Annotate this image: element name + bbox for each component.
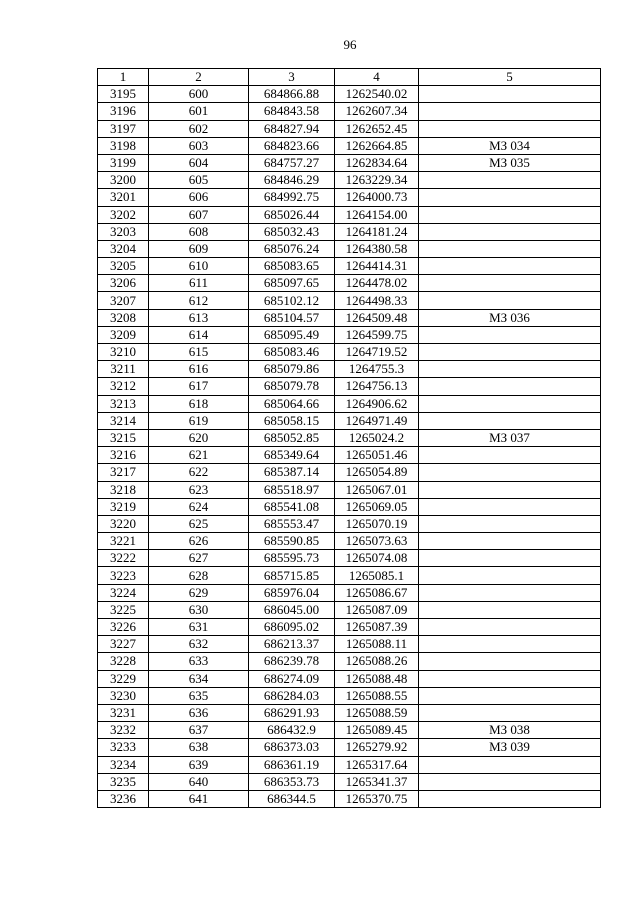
table-cell: 686344.5 [249,790,335,807]
table-cell [419,584,601,601]
table-cell: МЗ 036 [419,309,601,326]
table-row [98,189,601,206]
table-row [98,756,601,773]
table-cell [419,481,601,498]
table-cell [419,498,601,515]
table-cell [419,773,601,790]
table-cell: 3206 [98,275,149,292]
table-cell: 3225 [98,601,149,618]
table-cell [419,567,601,584]
table-cell [419,120,601,137]
table-cell: 1265088.55 [335,687,419,704]
table-cell [419,172,601,189]
table-cell: 603 [149,137,249,154]
table-cell: 637 [149,722,249,739]
table-cell: 3222 [98,550,149,567]
table-cell: 685076.24 [249,240,335,257]
table-cell [419,601,601,618]
table-row [98,326,601,343]
table-cell: МЗ 037 [419,429,601,446]
table-cell: 1265088.59 [335,704,419,721]
table-cell [419,395,601,412]
table-cell: 3227 [98,636,149,653]
table-cell: 685083.65 [249,258,335,275]
table-cell [419,670,601,687]
table-cell: 685590.85 [249,533,335,550]
table-cell: 630 [149,601,249,618]
table-cell: 685541.08 [249,498,335,515]
table-cell: 3214 [98,412,149,429]
table-cell: 684757.27 [249,154,335,171]
table-row [98,275,601,292]
table-cell: 685064.66 [249,395,335,412]
table-cell: 685976.04 [249,584,335,601]
table-cell: 1264719.52 [335,344,419,361]
table-cell: 3216 [98,447,149,464]
table-row [98,550,601,567]
table-cell: 620 [149,429,249,446]
table-cell: 686432.9 [249,722,335,739]
table-cell: 625 [149,515,249,532]
table-cell: 1264971.49 [335,412,419,429]
table-row [98,378,601,395]
page-number: 96 [343,37,357,52]
table-row [98,361,601,378]
table-cell: 3199 [98,154,149,171]
table-cell: 685102.12 [249,292,335,309]
table-row [98,498,601,515]
table-cell: 1265073.63 [335,533,419,550]
table-row [98,533,601,550]
table-cell: 1264478.02 [335,275,419,292]
table-cell: 3218 [98,481,149,498]
table-cell: 3208 [98,309,149,326]
table-cell [419,292,601,309]
table-cell: 1265087.39 [335,619,419,636]
table-body [98,86,601,808]
table-cell [419,189,601,206]
table-cell: 1265341.37 [335,773,419,790]
table-cell: МЗ 034 [419,137,601,154]
table-row [98,86,601,103]
table-cell: 636 [149,704,249,721]
table-cell: 601 [149,103,249,120]
table-cell: 684846.29 [249,172,335,189]
table-cell: 3213 [98,395,149,412]
table-cell: 3202 [98,206,149,223]
table-cell: 3212 [98,378,149,395]
table-cell: 1264599.75 [335,326,419,343]
table-cell: МЗ 035 [419,154,601,171]
table-cell: 3220 [98,515,149,532]
table-cell [419,447,601,464]
table-cell: 3210 [98,344,149,361]
table-cell: 3232 [98,722,149,739]
table-cell: 1264509.48 [335,309,419,326]
table-cell [419,103,601,120]
table-cell [419,756,601,773]
table-cell: 610 [149,258,249,275]
table-cell: 685079.78 [249,378,335,395]
table-cell [419,206,601,223]
table-cell: 618 [149,395,249,412]
table-cell: 602 [149,120,249,137]
table-cell [419,687,601,704]
table-cell [419,344,601,361]
table-cell: 686095.02 [249,619,335,636]
table-cell: 629 [149,584,249,601]
table-cell: 624 [149,498,249,515]
table-cell [419,412,601,429]
table-cell [419,258,601,275]
table-cell [419,378,601,395]
table-cell: 684843.58 [249,103,335,120]
table-cell: 686353.73 [249,773,335,790]
table-cell [419,704,601,721]
table-cell: 1265370.75 [335,790,419,807]
table-cell: 686284.03 [249,687,335,704]
table-cell: 1262834.64 [335,154,419,171]
table-row [98,103,601,120]
table-cell: 685026.44 [249,206,335,223]
column-header: 2 [149,69,249,86]
table-cell: 3205 [98,258,149,275]
table-cell: 686274.09 [249,670,335,687]
table-cell: 685553.47 [249,515,335,532]
table-cell [419,619,601,636]
table-cell: 1265088.48 [335,670,419,687]
table-cell: 685104.57 [249,309,335,326]
table-cell: 3211 [98,361,149,378]
table-cell: 3231 [98,704,149,721]
table-row [98,137,601,154]
table-row [98,447,601,464]
table-cell: 686045.00 [249,601,335,618]
table-row [98,739,601,756]
table-cell: 686291.93 [249,704,335,721]
table-cell: 3197 [98,120,149,137]
table-row [98,223,601,240]
table-cell: 685715.85 [249,567,335,584]
table-row [98,309,601,326]
table-cell: 686361.19 [249,756,335,773]
table-cell [419,240,601,257]
table-row [98,515,601,532]
table-cell: 1265088.26 [335,653,419,670]
table-row [98,687,601,704]
table-cell: 685387.14 [249,464,335,481]
table-cell: 685097.65 [249,275,335,292]
table-cell: 1265074.08 [335,550,419,567]
table-cell: 3196 [98,103,149,120]
table-cell: 619 [149,412,249,429]
table-cell: 626 [149,533,249,550]
table-row [98,172,601,189]
table-cell: 1264755.3 [335,361,419,378]
table-cell: 611 [149,275,249,292]
table-cell: 1264380.58 [335,240,419,257]
table-row [98,206,601,223]
table-cell: 1265054.89 [335,464,419,481]
table-cell: 1264000.73 [335,189,419,206]
table-row [98,601,601,618]
table-cell: 3219 [98,498,149,515]
table-cell: 3234 [98,756,149,773]
table-cell: 686213.37 [249,636,335,653]
table-cell: 1264181.24 [335,223,419,240]
table-cell [419,86,601,103]
table-cell: 1265087.09 [335,601,419,618]
table-cell: 3229 [98,670,149,687]
table-cell: 684866.88 [249,86,335,103]
table-row [98,481,601,498]
table-cell: 3203 [98,223,149,240]
table-cell: 612 [149,292,249,309]
table-cell: 685032.43 [249,223,335,240]
table-cell: 685595.73 [249,550,335,567]
table-cell: 3217 [98,464,149,481]
table-cell: 685052.85 [249,429,335,446]
table-cell: 3230 [98,687,149,704]
table-cell [419,361,601,378]
table-cell: 685349.64 [249,447,335,464]
table-cell: 606 [149,189,249,206]
table-cell: 634 [149,670,249,687]
table-cell: 686239.78 [249,653,335,670]
table-cell: 615 [149,344,249,361]
table-cell [419,223,601,240]
table-cell: 684823.66 [249,137,335,154]
coordinates-table [97,68,601,808]
table-cell: 3215 [98,429,149,446]
table-cell: 1265317.64 [335,756,419,773]
table-row [98,412,601,429]
table-cell: 685095.49 [249,326,335,343]
table-cell: 628 [149,567,249,584]
table-cell: 3201 [98,189,149,206]
table-cell: 3209 [98,326,149,343]
table-cell: 1262607.34 [335,103,419,120]
table-row [98,636,601,653]
table-cell: 640 [149,773,249,790]
table-cell: 3226 [98,619,149,636]
table-cell: 1264498.33 [335,292,419,309]
column-header: 3 [249,69,335,86]
table-row [98,464,601,481]
table-row [98,567,601,584]
table-cell: 1265024.2 [335,429,419,446]
table-cell: 635 [149,687,249,704]
table-cell: 613 [149,309,249,326]
table-cell: 1265067.01 [335,481,419,498]
column-header: 5 [419,69,601,86]
table-cell: 685518.97 [249,481,335,498]
column-header: 1 [98,69,149,86]
table-cell: 623 [149,481,249,498]
table-cell: 3233 [98,739,149,756]
table-cell: 1265088.11 [335,636,419,653]
table-cell: 3236 [98,790,149,807]
table-cell: 639 [149,756,249,773]
table-cell: 604 [149,154,249,171]
table-cell: 1264756.13 [335,378,419,395]
table-cell [419,550,601,567]
table-cell: 1264154.00 [335,206,419,223]
table-row [98,773,601,790]
table-cell: 614 [149,326,249,343]
table-cell: 1264906.62 [335,395,419,412]
table-row [98,722,601,739]
table-cell: 616 [149,361,249,378]
table-cell: 3224 [98,584,149,601]
table-cell [419,653,601,670]
table-row [98,619,601,636]
table-cell: 3198 [98,137,149,154]
table-row [98,429,601,446]
table-cell: 1265089.45 [335,722,419,739]
table-cell: 638 [149,739,249,756]
table-row [98,395,601,412]
table-row [98,704,601,721]
table-row [98,584,601,601]
table-cell: 684992.75 [249,189,335,206]
table-cell: 608 [149,223,249,240]
table-cell: 1265279.92 [335,739,419,756]
table-cell: 1262652.45 [335,120,419,137]
table-cell [419,326,601,343]
table-cell: 3204 [98,240,149,257]
table-cell: 3207 [98,292,149,309]
table-cell: 621 [149,447,249,464]
table-cell: 600 [149,86,249,103]
table-cell [419,636,601,653]
table-cell: 633 [149,653,249,670]
table-cell: 1265069.05 [335,498,419,515]
table-cell: 1265070.19 [335,515,419,532]
table-cell: 686373.03 [249,739,335,756]
table-cell: 627 [149,550,249,567]
table-cell: 1265085.1 [335,567,419,584]
table-cell: 607 [149,206,249,223]
table-cell [419,790,601,807]
table-cell: 1264414.31 [335,258,419,275]
table-cell: 1262540.02 [335,86,419,103]
table-cell [419,515,601,532]
table-cell: 631 [149,619,249,636]
table-cell: 685083.46 [249,344,335,361]
table-cell [419,275,601,292]
table-cell: 3221 [98,533,149,550]
table-cell: 3228 [98,653,149,670]
column-header: 4 [335,69,419,86]
table-header-row [98,69,601,86]
table-cell: МЗ 039 [419,739,601,756]
table-row [98,790,601,807]
table-cell: 641 [149,790,249,807]
table-row [98,154,601,171]
table-row [98,344,601,361]
table-cell: 632 [149,636,249,653]
table-row [98,292,601,309]
table-cell: 609 [149,240,249,257]
table-cell: 1265086.67 [335,584,419,601]
table-cell: 685079.86 [249,361,335,378]
table-cell: 3223 [98,567,149,584]
table-cell [419,533,601,550]
table-cell: 3195 [98,86,149,103]
table-cell: 617 [149,378,249,395]
table-row [98,670,601,687]
table-cell: МЗ 038 [419,722,601,739]
table-cell: 1262664.85 [335,137,419,154]
table-row [98,240,601,257]
table-row [98,120,601,137]
table-cell [419,464,601,481]
table-row [98,258,601,275]
table-row [98,653,601,670]
table-cell: 3200 [98,172,149,189]
table-cell: 685058.15 [249,412,335,429]
table-cell: 622 [149,464,249,481]
table-cell: 605 [149,172,249,189]
table-cell: 3235 [98,773,149,790]
table-cell: 1265051.46 [335,447,419,464]
table-cell: 1263229.34 [335,172,419,189]
table-cell: 684827.94 [249,120,335,137]
